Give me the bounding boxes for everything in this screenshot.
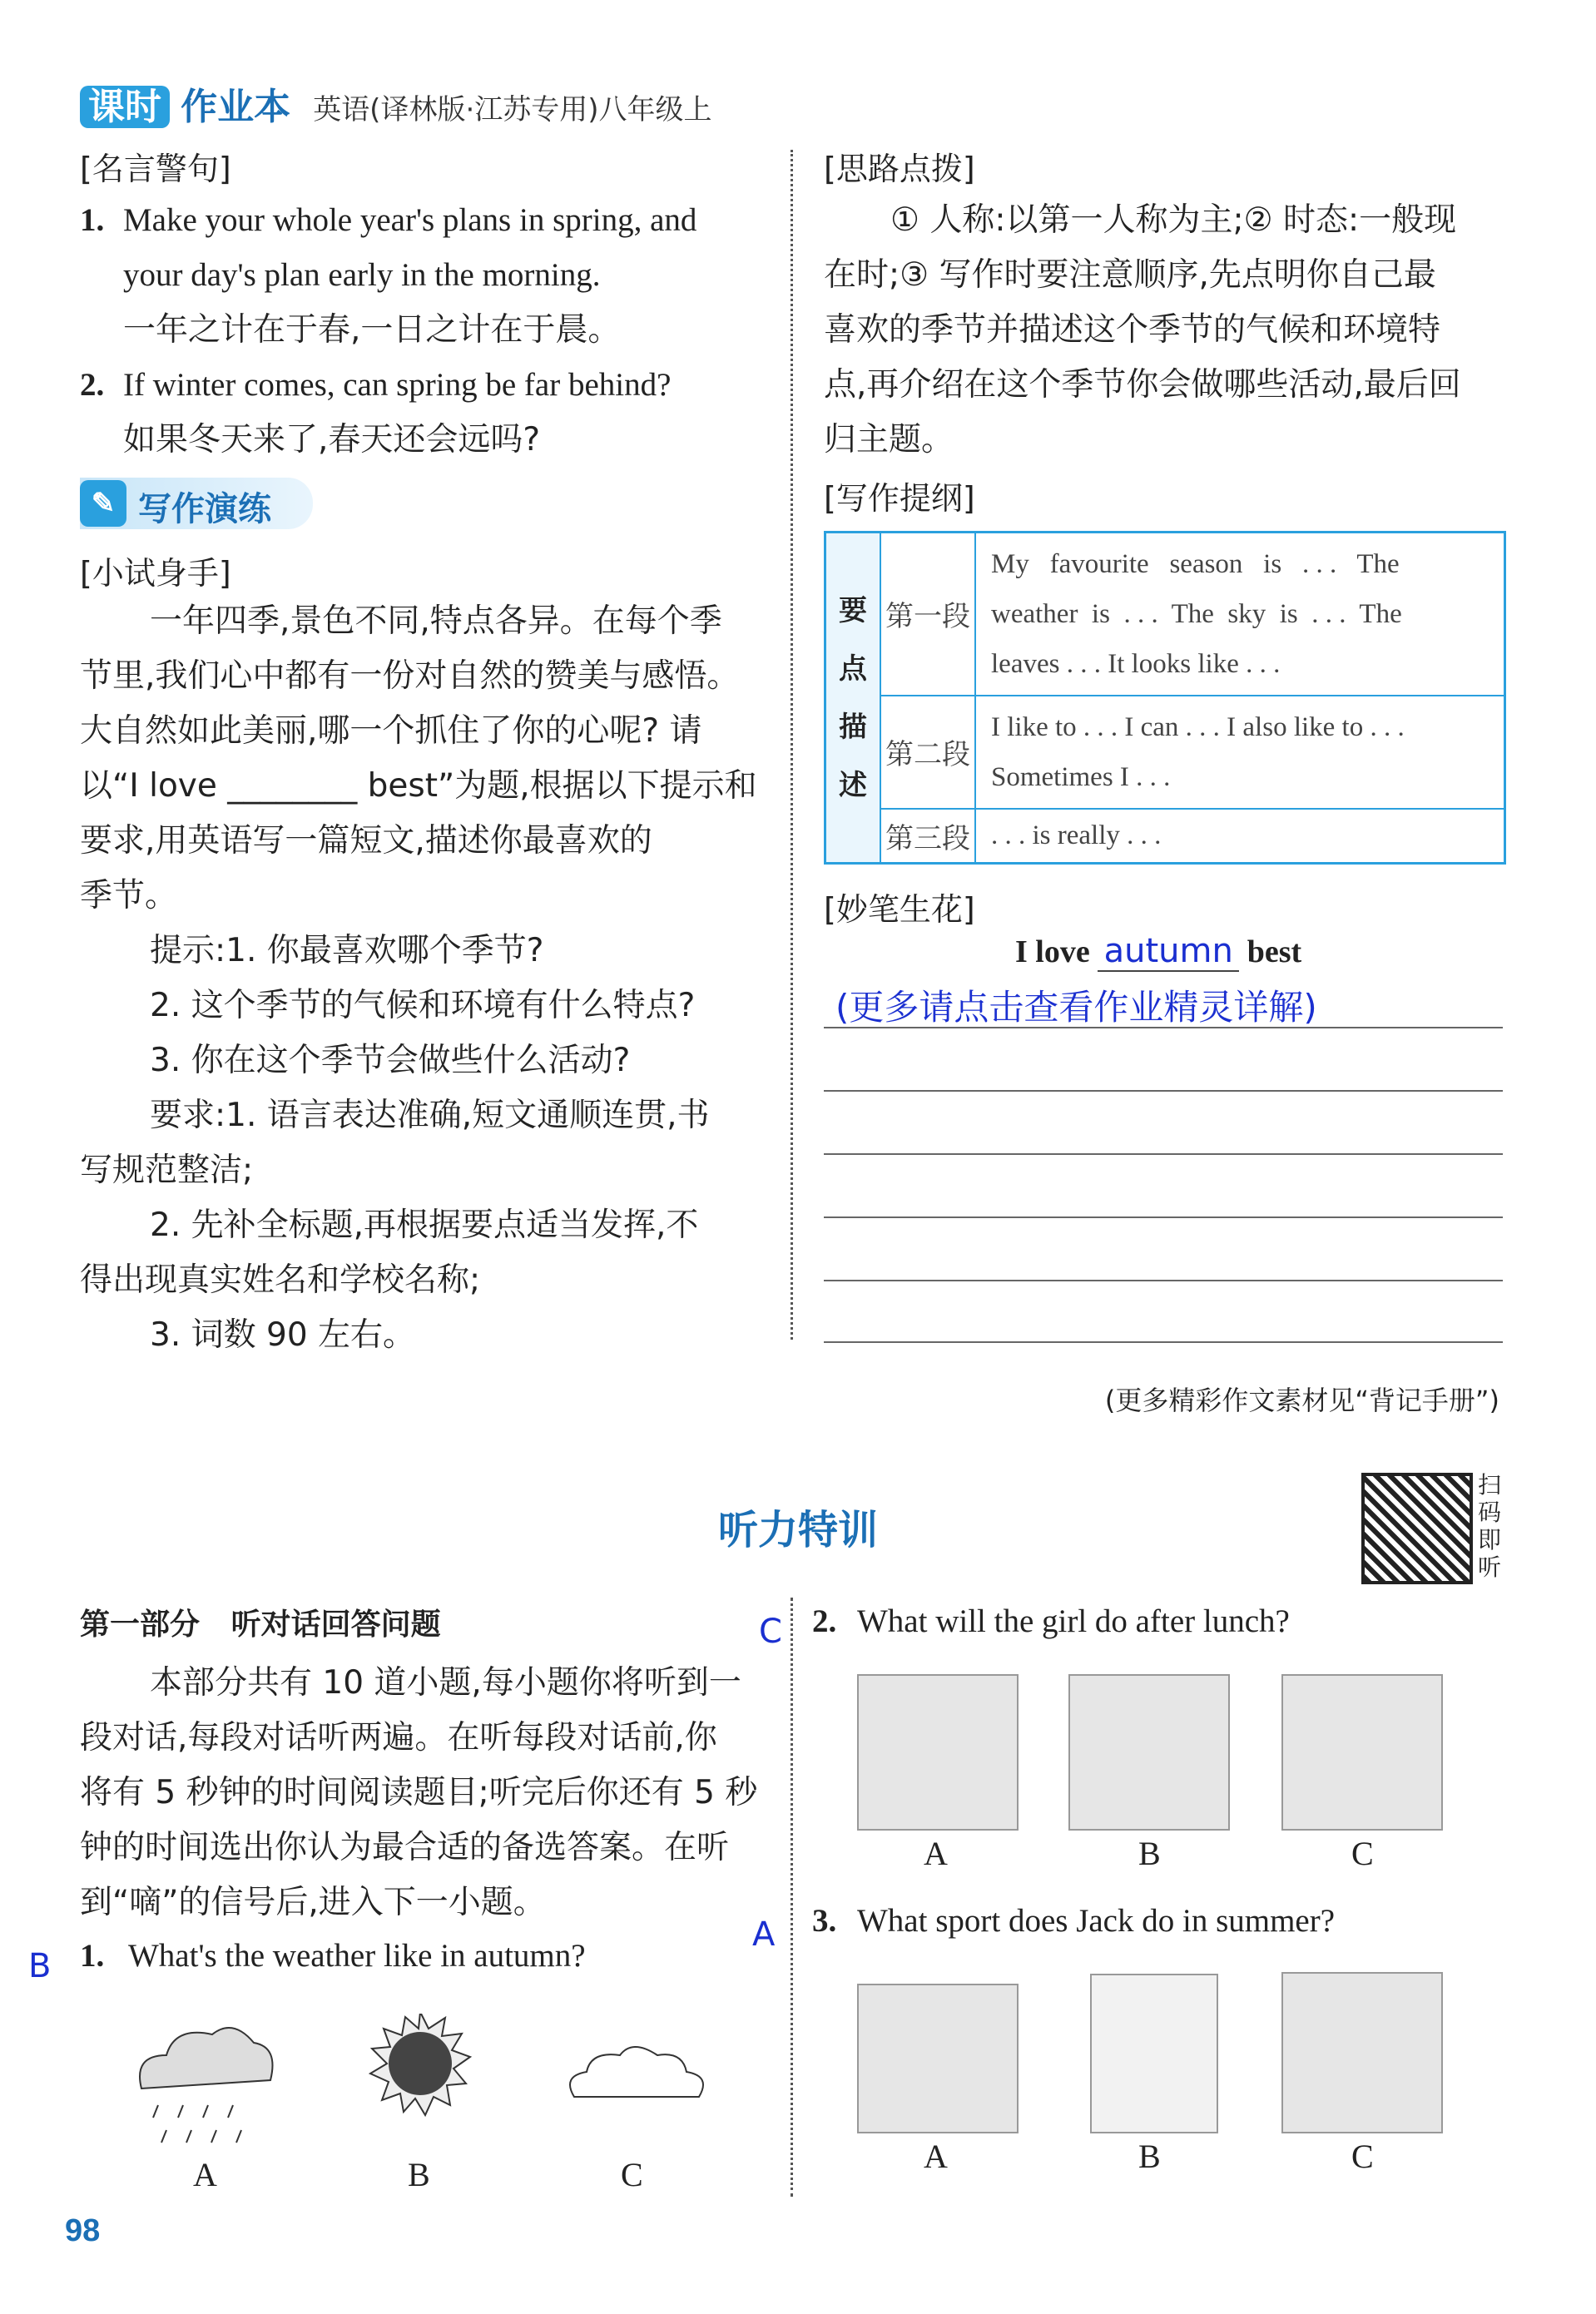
- option-label: C: [621, 2156, 643, 2193]
- quote-en-line2: your day's plan early in the morning.: [123, 257, 601, 293]
- outline-title: [写作提纲]: [824, 480, 975, 517]
- listening-intro: 本部分共有 10 道小题,每小题你将听到一 段对话,每段对话听两遍。在听每段对话前,你 将有 5 秒钟的时间阅读题目;听完后你还有 5 秒 钟的时间选出你认为最合适的备选答案。在听 到“嘀”的信号后,进入下一小题。: [80, 1664, 758, 1921]
- option-label: A: [924, 1835, 948, 1872]
- outline-side-label: 要 点 描 述: [825, 533, 881, 864]
- details-link[interactable]: (更多请点击查看作业精灵详解): [835, 987, 1317, 1028]
- quote-zh: 如果冬天来了,春天还会远吗?: [123, 421, 541, 458]
- composition-heading: I love autumn best: [1015, 932, 1302, 970]
- option-label: B: [408, 2156, 430, 2193]
- quote-2: [80, 358, 779, 468]
- sun-icon: [370, 2014, 470, 2115]
- logo: 课时: [80, 86, 170, 128]
- requirements: 要求:1. 语言表达准确,短文通顺连贯,书 写规范整洁; 2. 先补全标题,再根据要点适当发挥,不 得出现真实姓名和学校名称; 3. 词数 90 左右。: [80, 1097, 710, 1354]
- option-label: A: [193, 2156, 217, 2193]
- option-label: C: [1351, 1835, 1374, 1872]
- thinking-text: ① 人称:以第一人称为主;② 时态:一般现 在时;③ 写作时要注意顺序,先点明你自己最 喜欢的季节并描述这个季节的气候和环境特 点,再介绍在这个季节你会做哪些活动,最后回 归主题。: [824, 201, 1461, 458]
- outline-para-content: . . . is really . . .: [975, 809, 1505, 864]
- quote-en: If winter comes, can spring be far behind?: [123, 367, 672, 403]
- swimming-image: [857, 1984, 1019, 2133]
- quote-number: 2.: [80, 367, 105, 403]
- surfing-image: [1090, 1974, 1218, 2133]
- outline-para-content: My favourite season is . . . The weather is . . . The sky is . . . The leaves . . . It looks like . . .: [975, 533, 1505, 696]
- part-title: 第一部分 听对话回答问题: [80, 1608, 441, 1642]
- thinking-title: [思路点拨]: [824, 151, 975, 187]
- pencil-icon: ✎: [80, 480, 126, 527]
- footer-note: (更多精彩作文素材见“背记手册”): [1104, 1385, 1499, 1416]
- outline-para-content: I like to . . . I can . . . I also like to . . . Sometimes I . . .: [975, 696, 1505, 809]
- book-subject: 英语(译林版·江苏专用)八年级上: [313, 93, 712, 126]
- quote-number: 1.: [80, 202, 105, 238]
- composition-title: [妙笔生花]: [824, 891, 975, 928]
- column-divider: [791, 150, 793, 1340]
- header: [80, 77, 712, 130]
- writing-line: [824, 1280, 1503, 1281]
- option-label: B: [1138, 2138, 1161, 2175]
- option-label: A: [924, 2138, 948, 2175]
- weather-options: [125, 2014, 724, 2163]
- page-number: 98: [65, 2213, 101, 2248]
- outline-table: [824, 531, 1506, 865]
- cloud-icon: [570, 2047, 703, 2097]
- running-image: [1281, 1972, 1443, 2133]
- book-title: 作业本: [181, 86, 291, 128]
- question-3: 3. What sport does Jack do in summer?: [812, 1903, 1336, 1939]
- snowman-image: [1281, 1674, 1443, 1831]
- living-room-tv-image: [1068, 1674, 1230, 1831]
- writing-line: [824, 1341, 1503, 1343]
- rainy-cloud-icon: [140, 2028, 273, 2143]
- column-divider: [791, 1598, 793, 2197]
- listening-title: 听力特训: [717, 1507, 878, 1553]
- trial-title: [小试身手]: [80, 555, 231, 592]
- option-label: C: [1351, 2138, 1374, 2175]
- writing-line: [824, 1216, 1503, 1218]
- quote-en: Make your whole year's plans in spring, and: [123, 202, 697, 238]
- answer-mark: B: [28, 1947, 52, 1985]
- outline-para-label: 第二段: [880, 696, 975, 809]
- qr-label: 扫 码 即 听: [1478, 1471, 1502, 1581]
- writing-line: [824, 1153, 1503, 1155]
- question-2: 2. What will the girl do after lunch?: [812, 1603, 1290, 1639]
- writing-line: [824, 1027, 1503, 1028]
- trial-paragraph: 一年四季,景色不同,特点各异。在每个季 节里,我们心中都有一份对自然的赞美与感悟。 大自然如此美丽,哪一个抓住了你的心呢? 请 以“I love ________ best”为题,根据以下提示和 要求,用英语写一篇短文,描述你最喜欢的 季节。: [80, 602, 757, 914]
- writing-banner-text: 写作演练: [138, 490, 271, 528]
- outline-para-label: 第一段: [880, 533, 975, 696]
- answer-mark: A: [752, 1915, 776, 1954]
- girl-reading-image: [857, 1674, 1019, 1831]
- quotes-title: [名言警句]: [80, 151, 231, 187]
- answer-mark: C: [759, 1613, 782, 1651]
- qr-code-icon[interactable]: [1361, 1473, 1473, 1584]
- heading-answer: autumn: [1098, 932, 1239, 972]
- option-label: B: [1138, 1835, 1161, 1872]
- outline-para-label: 第三段: [880, 809, 975, 864]
- hints: 提示:1. 你最喜欢哪个季节? 2. 这个季节的气候和环境有什么特点? 3. 你在这个季节会做些什么活动?: [150, 932, 696, 1079]
- question-1: 1. What's the weather like in autumn?: [80, 1938, 586, 1974]
- quote-zh: 一年之计在于春,一日之计在于晨。: [123, 311, 621, 349]
- quote-1: [80, 193, 779, 358]
- writing-line: [824, 1090, 1503, 1092]
